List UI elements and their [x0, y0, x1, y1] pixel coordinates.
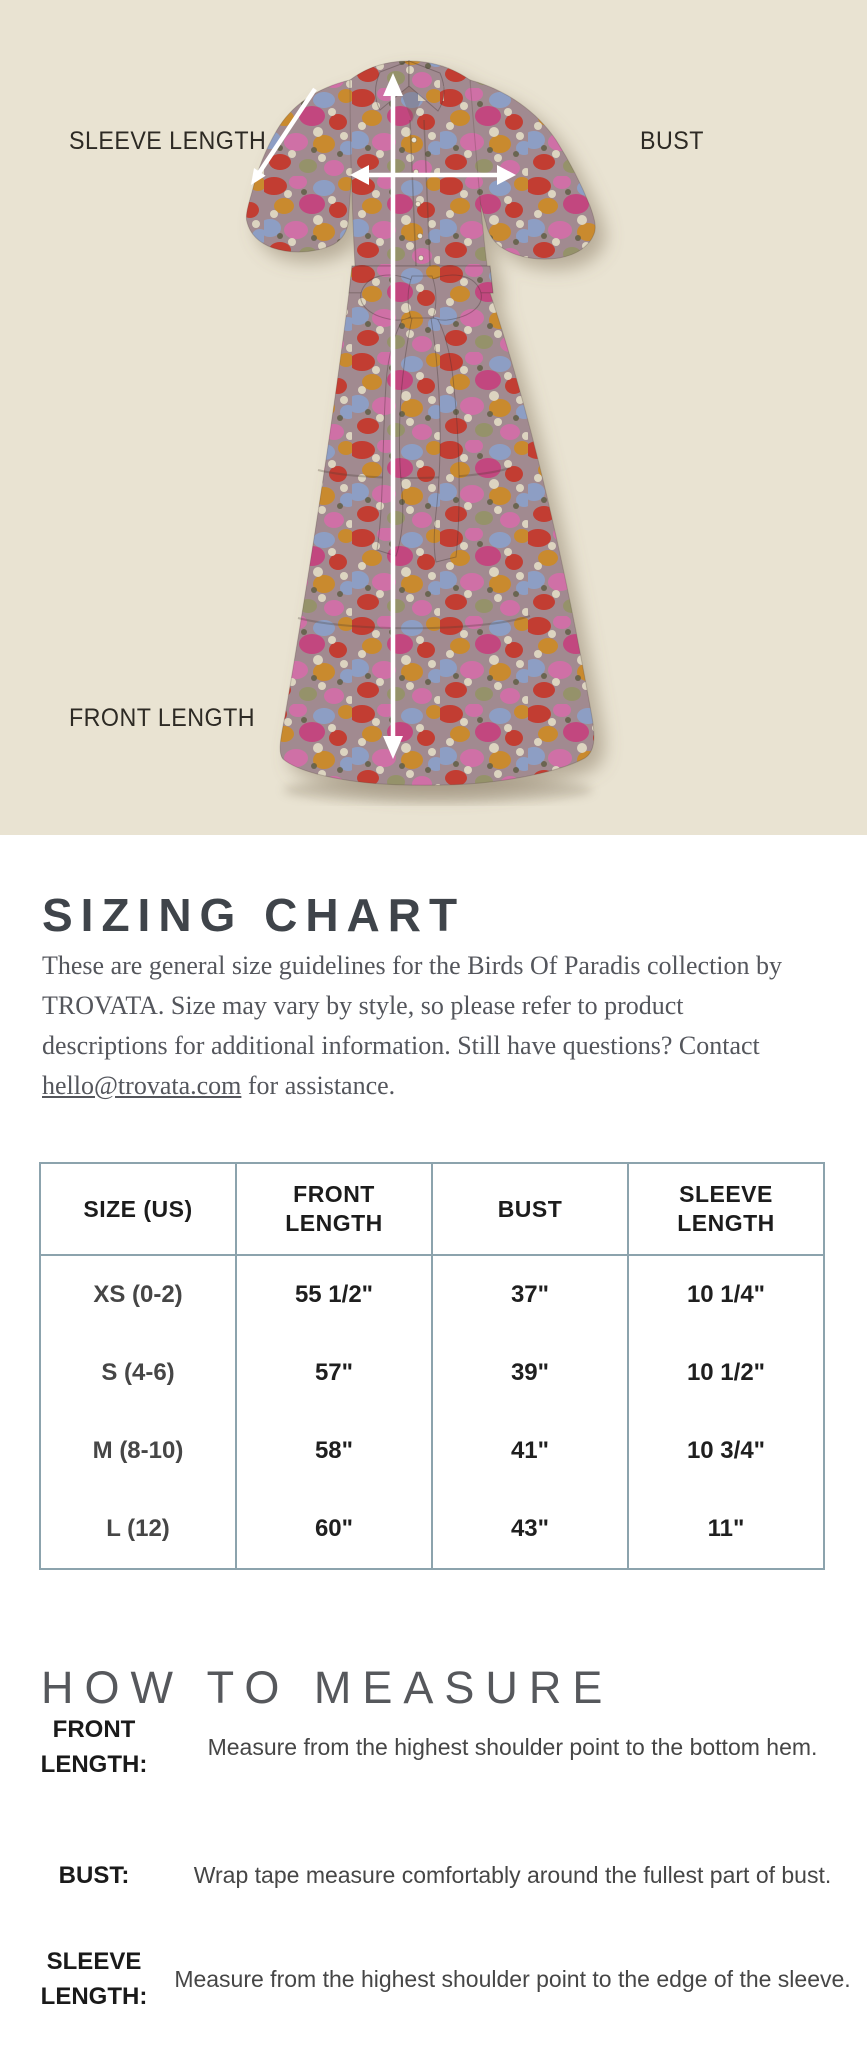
cell-bust: 37" [432, 1255, 628, 1334]
dress-figure [246, 61, 595, 785]
cell-sleeve-length: 11" [628, 1490, 824, 1569]
front-length-annotation-label: FRONT LENGTH [69, 704, 255, 732]
intro-tail-text: for assistance. [241, 1071, 396, 1100]
cell-sleeve-length: 10 1/2" [628, 1334, 824, 1412]
measure-label: FRONT LENGTH: [40, 1716, 148, 1778]
intro-line: descriptions for additional information. Still have questions? Contact [42, 1031, 760, 1060]
cell-size: L (12) [40, 1490, 236, 1569]
cell-bust: 43" [432, 1490, 628, 1569]
cell-size: S (4-6) [40, 1334, 236, 1412]
sleeve-length-annotation-label: SLEEVE LENGTH [69, 127, 267, 155]
measure-description: Measure from the highest shoulder point to the edge of the sleeve. [174, 1966, 851, 1992]
measure-label: SLEEVE LENGTH: [40, 1948, 148, 2010]
cell-size: M (8-10) [40, 1412, 236, 1490]
column-header-front-length: FRONT LENGTH [236, 1163, 432, 1255]
cell-size: XS (0-2) [40, 1255, 236, 1334]
intro-line [42, 1066, 842, 1106]
sizing-chart-title: SIZING CHART [42, 888, 466, 941]
measure-description: Measure from the highest shoulder point to the bottom hem. [207, 1734, 818, 1760]
cell-bust: 39" [432, 1334, 628, 1412]
measure-item-front-length [0, 1705, 867, 1789]
table-row [40, 1412, 824, 1490]
intro-line: These are general size guidelines for the Birds Of Paradis collection by [42, 951, 783, 980]
intro-line: TROVATA. Size may vary by style, so please refer to product [42, 991, 684, 1020]
cell-sleeve-length: 10 1/4" [628, 1255, 824, 1334]
column-header-size: SIZE (US) [40, 1163, 236, 1255]
sizing-intro-paragraph [42, 946, 842, 1106]
how-to-measure-title: HOW TO MEASURE [41, 1662, 614, 1714]
contact-email-link[interactable]: hello@trovata.com [42, 1071, 242, 1100]
table-row [40, 1334, 824, 1412]
size-chart-table [39, 1162, 825, 1570]
cell-front-length: 57" [236, 1334, 432, 1412]
cell-front-length: 58" [236, 1412, 432, 1490]
table-row [40, 1255, 824, 1334]
measure-item-bust [0, 1833, 867, 1917]
measure-description: Wrap tape measure comfortably around the fullest part of bust. [193, 1862, 832, 1888]
column-header-sleeve-length: SLEEVE LENGTH [628, 1163, 824, 1255]
column-header-bust: BUST [432, 1163, 628, 1255]
cell-front-length: 55 1/2" [236, 1255, 432, 1334]
dress-right-sleeve [467, 80, 595, 259]
dress-measurement-hero [0, 0, 867, 835]
cell-sleeve-length: 10 3/4" [628, 1412, 824, 1490]
bust-annotation-label: BUST [640, 127, 704, 155]
table-row [40, 1490, 824, 1569]
cell-front-length: 60" [236, 1490, 432, 1569]
measure-label: BUST: [58, 1861, 130, 1889]
measure-item-sleeve-length [0, 1937, 867, 2021]
table-header-row [40, 1163, 824, 1255]
cell-bust: 41" [432, 1412, 628, 1490]
